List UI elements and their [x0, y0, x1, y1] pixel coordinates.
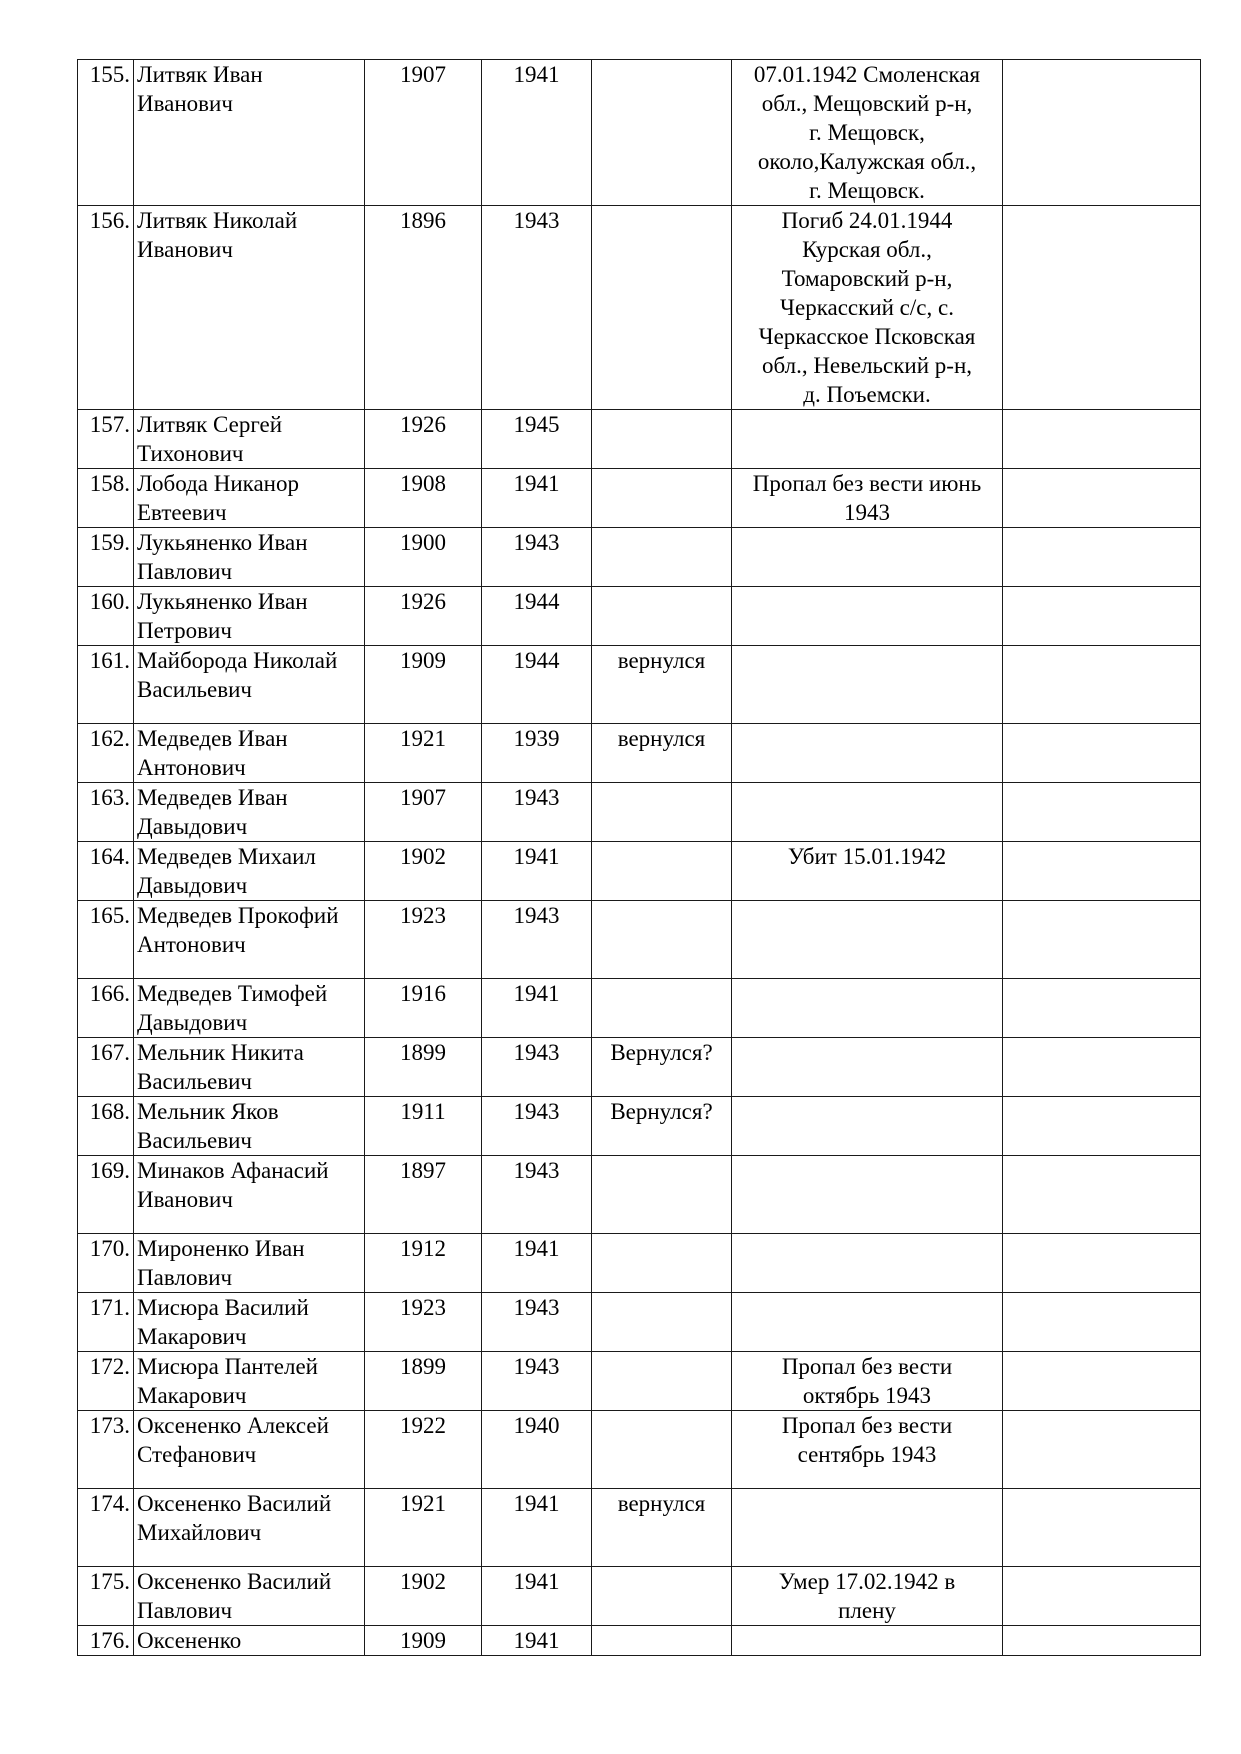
extra-note-cell: [1003, 1156, 1201, 1234]
table-row: [78, 1567, 1201, 1626]
birth-year-cell: 1899: [365, 1038, 482, 1097]
fate-note-line: 1943: [844, 500, 890, 525]
row-number-cell: 167.: [78, 1038, 134, 1097]
extra-note-cell: [1003, 842, 1201, 901]
birth-year-cell: 1923: [365, 1293, 482, 1352]
fate-note-line: около,Калужская обл.,: [757, 149, 977, 174]
row-number-cell: 158.: [78, 469, 134, 528]
conscription-year-cell: 1943: [482, 1097, 592, 1156]
fate-note-cell: [732, 1293, 1003, 1352]
birth-year-cell: 1907: [365, 60, 482, 206]
table-row: [78, 979, 1201, 1038]
extra-note-cell: [1003, 1097, 1201, 1156]
conscription-year-cell: 1944: [482, 646, 592, 724]
fate-note-cell: [732, 1156, 1003, 1234]
fate-note-cell: [732, 60, 1003, 206]
fate-note-cell: [732, 206, 1003, 410]
fate-note-line: октябрь 1943: [802, 1383, 932, 1408]
person-name-cell: Оксененко Алексей Стефанович: [134, 1411, 365, 1489]
conscription-year-cell: 1941: [482, 1567, 592, 1626]
return-status-cell: [592, 1567, 732, 1626]
person-name-cell: Лукьяненко Иван Павлович: [134, 528, 365, 587]
conscription-year-cell: 1941: [482, 1626, 592, 1656]
table-row: [78, 1293, 1201, 1352]
fate-note-cell: [732, 1567, 1003, 1626]
row-number-cell: 165.: [78, 901, 134, 979]
extra-note-cell: [1003, 901, 1201, 979]
return-status-cell: [592, 783, 732, 842]
extra-note-cell: [1003, 469, 1201, 528]
fate-note-line: плену: [838, 1598, 896, 1623]
row-number-cell: 161.: [78, 646, 134, 724]
person-name-cell: Оксененко Василий Павлович: [134, 1567, 365, 1626]
extra-note-cell: [1003, 1293, 1201, 1352]
table-row: [78, 469, 1201, 528]
extra-note-cell: [1003, 587, 1201, 646]
fate-note-cell: [732, 783, 1003, 842]
birth-year-cell: 1921: [365, 1489, 482, 1567]
person-name-cell: Майборода Николай Васильевич: [134, 646, 365, 724]
conscription-year-cell: 1945: [482, 410, 592, 469]
roster-table: [77, 59, 1201, 1656]
fate-note-line: сентябрь 1943: [797, 1442, 937, 1467]
extra-note-cell: [1003, 1489, 1201, 1567]
birth-year-cell: 1909: [365, 1626, 482, 1656]
extra-note-cell: [1003, 979, 1201, 1038]
birth-year-cell: 1923: [365, 901, 482, 979]
row-number-cell: 162.: [78, 724, 134, 783]
birth-year-cell: 1899: [365, 1352, 482, 1411]
person-name-cell: Мельник Яков Васильевич: [134, 1097, 365, 1156]
birth-year-cell: 1902: [365, 842, 482, 901]
fate-note-cell: [732, 1038, 1003, 1097]
conscription-year-cell: 1941: [482, 1234, 592, 1293]
person-name-cell: Мельник Никита Васильевич: [134, 1038, 365, 1097]
fate-note-line: Пропал без вести: [781, 1354, 953, 1379]
conscription-year-cell: 1943: [482, 1038, 592, 1097]
fate-note-cell: [732, 469, 1003, 528]
extra-note-cell: [1003, 1626, 1201, 1656]
table-row: [78, 724, 1201, 783]
fate-note-line: Убит 15.01.1942: [787, 844, 947, 869]
return-status-cell: Вернулся?: [592, 1038, 732, 1097]
return-status-cell: вернулся: [592, 724, 732, 783]
conscription-year-cell: 1939: [482, 724, 592, 783]
fate-note-line: Пропал без вести: [781, 1413, 953, 1438]
extra-note-cell: [1003, 1234, 1201, 1293]
table-row: [78, 1352, 1201, 1411]
table-row: [78, 783, 1201, 842]
table-row: [78, 1156, 1201, 1234]
birth-year-cell: 1909: [365, 646, 482, 724]
birth-year-cell: 1921: [365, 724, 482, 783]
conscription-year-cell: 1941: [482, 1489, 592, 1567]
row-number-cell: 163.: [78, 783, 134, 842]
extra-note-cell: [1003, 60, 1201, 206]
row-number-cell: 166.: [78, 979, 134, 1038]
row-number-cell: 155.: [78, 60, 134, 206]
table-row: [78, 60, 1201, 206]
row-number-cell: 170.: [78, 1234, 134, 1293]
fate-note-cell: [732, 410, 1003, 469]
birth-year-cell: 1896: [365, 206, 482, 410]
fate-note-cell: [732, 1489, 1003, 1567]
birth-year-cell: 1912: [365, 1234, 482, 1293]
fate-note-cell: [732, 1411, 1003, 1489]
fate-note-line: Томаровский р-н,: [781, 266, 953, 291]
roster-body: [78, 60, 1201, 1656]
birth-year-cell: 1926: [365, 410, 482, 469]
person-name-cell: Лобода Никанор Евтеевич: [134, 469, 365, 528]
extra-note-cell: [1003, 646, 1201, 724]
person-name-cell: Литвяк Сергей Тихонович: [134, 410, 365, 469]
person-name-cell: Литвяк Иван Иванович: [134, 60, 365, 206]
return-status-cell: [592, 1352, 732, 1411]
extra-note-cell: [1003, 783, 1201, 842]
person-name-cell: Мироненко Иван Павлович: [134, 1234, 365, 1293]
person-name-cell: Мисюра Пантелей Макарович: [134, 1352, 365, 1411]
return-status-cell: [592, 1234, 732, 1293]
person-name-cell: Медведев Прокофий Антонович: [134, 901, 365, 979]
conscription-year-cell: 1941: [482, 469, 592, 528]
table-row: [78, 901, 1201, 979]
fate-note-cell: [732, 842, 1003, 901]
person-name-cell: Медведев Тимофей Давыдович: [134, 979, 365, 1038]
person-name-cell: Оксененко: [134, 1626, 365, 1656]
fate-note-cell: [732, 979, 1003, 1038]
extra-note-cell: [1003, 724, 1201, 783]
table-row: [78, 528, 1201, 587]
conscription-year-cell: 1943: [482, 901, 592, 979]
return-status-cell: [592, 842, 732, 901]
table-row: [78, 1038, 1201, 1097]
birth-year-cell: 1902: [365, 1567, 482, 1626]
person-name-cell: Медведев Иван Антонович: [134, 724, 365, 783]
fate-note-cell: [732, 1352, 1003, 1411]
fate-note-cell: [732, 528, 1003, 587]
row-number-cell: 164.: [78, 842, 134, 901]
fate-note-cell: [732, 901, 1003, 979]
conscription-year-cell: 1943: [482, 206, 592, 410]
person-name-cell: Мисюра Василий Макарович: [134, 1293, 365, 1352]
birth-year-cell: 1900: [365, 528, 482, 587]
table-row: [78, 1626, 1201, 1656]
birth-year-cell: 1911: [365, 1097, 482, 1156]
fate-note-line: Погиб 24.01.1944: [781, 208, 953, 233]
conscription-year-cell: 1941: [482, 979, 592, 1038]
conscription-year-cell: 1943: [482, 528, 592, 587]
fate-note-line: Умер 17.02.1942 в: [778, 1569, 956, 1594]
row-number-cell: 171.: [78, 1293, 134, 1352]
return-status-cell: [592, 587, 732, 646]
return-status-cell: вернулся: [592, 646, 732, 724]
birth-year-cell: 1916: [365, 979, 482, 1038]
return-status-cell: [592, 1293, 732, 1352]
table-row: [78, 206, 1201, 410]
return-status-cell: [592, 901, 732, 979]
extra-note-cell: [1003, 528, 1201, 587]
extra-note-cell: [1003, 206, 1201, 410]
conscription-year-cell: 1943: [482, 1352, 592, 1411]
row-number-cell: 169.: [78, 1156, 134, 1234]
birth-year-cell: 1922: [365, 1411, 482, 1489]
return-status-cell: [592, 410, 732, 469]
fate-note-line: Черкасский с/с, с.: [780, 295, 954, 320]
row-number-cell: 176.: [78, 1626, 134, 1656]
row-number-cell: 172.: [78, 1352, 134, 1411]
extra-note-cell: [1003, 410, 1201, 469]
fate-note-line: Пропал без вести июнь: [752, 471, 982, 496]
fate-note-cell: [732, 587, 1003, 646]
person-name-cell: Литвяк Николай Иванович: [134, 206, 365, 410]
fate-note-line: Черкасское Псковская: [758, 324, 976, 349]
row-number-cell: 156.: [78, 206, 134, 410]
extra-note-cell: [1003, 1567, 1201, 1626]
fate-note-line: д. Поъемски.: [803, 382, 931, 407]
fate-note-line: Курская обл.,: [802, 237, 932, 262]
table-row: [78, 410, 1201, 469]
return-status-cell: [592, 1411, 732, 1489]
conscription-year-cell: 1944: [482, 587, 592, 646]
return-status-cell: [592, 979, 732, 1038]
table-row: [78, 1489, 1201, 1567]
fate-note-cell: [732, 1097, 1003, 1156]
fate-note-line: 07.01.1942 Смоленская: [753, 62, 981, 87]
return-status-cell: [592, 1626, 732, 1656]
return-status-cell: [592, 60, 732, 206]
birth-year-cell: 1908: [365, 469, 482, 528]
extra-note-cell: [1003, 1038, 1201, 1097]
row-number-cell: 168.: [78, 1097, 134, 1156]
conscription-year-cell: 1943: [482, 1156, 592, 1234]
row-number-cell: 159.: [78, 528, 134, 587]
fate-note-cell: [732, 724, 1003, 783]
return-status-cell: [592, 469, 732, 528]
row-number-cell: 173.: [78, 1411, 134, 1489]
return-status-cell: [592, 206, 732, 410]
fate-note-cell: [732, 646, 1003, 724]
fate-note-line: обл., Мещовский р-н,: [761, 91, 973, 116]
table-row: [78, 1411, 1201, 1489]
fate-note-line: г. Мещовск,: [809, 120, 925, 145]
extra-note-cell: [1003, 1352, 1201, 1411]
person-name-cell: Медведев Михаил Давыдович: [134, 842, 365, 901]
birth-year-cell: 1926: [365, 587, 482, 646]
return-status-cell: Вернулся?: [592, 1097, 732, 1156]
row-number-cell: 174.: [78, 1489, 134, 1567]
return-status-cell: [592, 528, 732, 587]
person-name-cell: Медведев Иван Давыдович: [134, 783, 365, 842]
person-name-cell: Минаков Афанасий Иванович: [134, 1156, 365, 1234]
fate-note-cell: [732, 1234, 1003, 1293]
person-name-cell: Лукьяненко Иван Петрович: [134, 587, 365, 646]
conscription-year-cell: 1941: [482, 842, 592, 901]
row-number-cell: 160.: [78, 587, 134, 646]
fate-note-line: г. Мещовск.: [809, 178, 925, 203]
conscription-year-cell: 1943: [482, 783, 592, 842]
birth-year-cell: 1897: [365, 1156, 482, 1234]
row-number-cell: 157.: [78, 410, 134, 469]
return-status-cell: [592, 1156, 732, 1234]
conscription-year-cell: 1943: [482, 1293, 592, 1352]
table-row: [78, 1097, 1201, 1156]
extra-note-cell: [1003, 1411, 1201, 1489]
birth-year-cell: 1907: [365, 783, 482, 842]
return-status-cell: вернулся: [592, 1489, 732, 1567]
fate-note-line: обл., Невельский р-н,: [761, 353, 973, 378]
table-row: [78, 587, 1201, 646]
table-row: [78, 1234, 1201, 1293]
conscription-year-cell: 1941: [482, 60, 592, 206]
table-row: [78, 842, 1201, 901]
conscription-year-cell: 1940: [482, 1411, 592, 1489]
person-name-cell: Оксененко Василий Михайлович: [134, 1489, 365, 1567]
row-number-cell: 175.: [78, 1567, 134, 1626]
fate-note-cell: [732, 1626, 1003, 1656]
table-row: [78, 646, 1201, 724]
